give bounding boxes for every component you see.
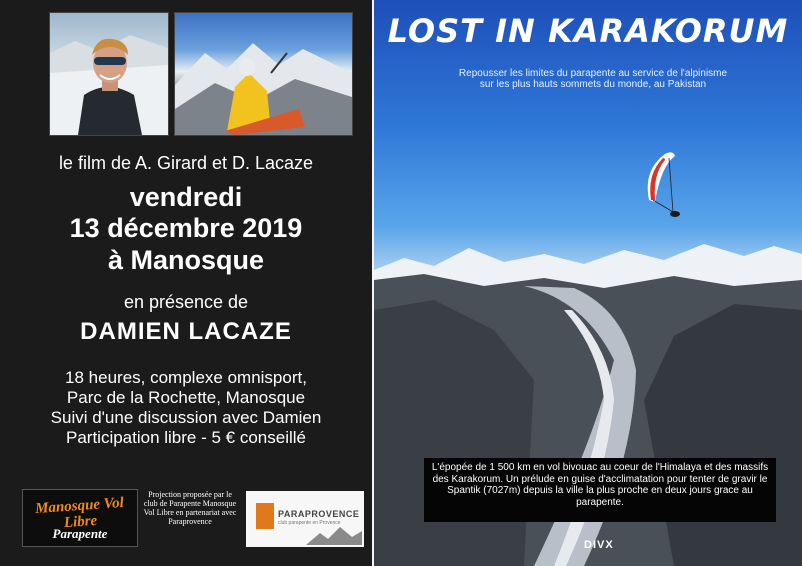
event-flyer	[0, 0, 372, 566]
poster-title: LOST IN KARAKORUM	[387, 12, 789, 50]
info-line: Participation libre - 5 € conseillé	[65, 428, 306, 447]
climber-portrait-photo	[49, 12, 169, 136]
club-logo-name: Manosque Vol Libre	[34, 494, 125, 532]
event-day: vendredi	[129, 182, 243, 212]
presence-label: en présence de	[123, 292, 249, 312]
club-logo-sub: Parapente	[52, 526, 108, 541]
event-date: 13 décembre 2019	[69, 213, 303, 243]
movie-poster	[374, 0, 802, 566]
poster-caption: L'épopée de 1 500 km en vol bivouac au coeur de l'Himalaya et des massifs des Karakorum. Un prélude en guise d'acclimatation pour tenter de gravir le Spantik (7027m) depuis la ville la plus proche en deux jours grace au parapente.	[424, 458, 776, 522]
paraglider-icon	[256, 503, 274, 529]
divx-logo: DIVX	[584, 539, 614, 551]
guest-name: DAMIEN LACAZE	[80, 318, 292, 345]
partner-logo-tagline: club parapente en Provence	[278, 520, 341, 526]
film-credit: le film de A. Girard et D. Lacaze	[58, 153, 314, 173]
paraprovence-logo	[246, 491, 364, 547]
paraglider-launch-photo	[174, 12, 353, 136]
event-city: à Manosque	[107, 245, 265, 275]
info-line: Parc de la Rochette, Manosque	[66, 388, 306, 407]
paraglider-icon	[639, 150, 689, 230]
manosque-vol-libre-logo	[22, 489, 138, 547]
info-line: Suivi d'une discussion avec Damien	[50, 408, 322, 427]
mountain-silhouette-icon	[306, 523, 362, 545]
poster-tagline: Repousser les limites du parapente au service de l'alpinisme sur les plus hauts sommets du monde, au Pakistan	[458, 68, 728, 90]
partner-logo-name: PARAPROVENCE	[278, 509, 360, 519]
projection-note: Projection proposée par le club de Parapente Manosque Vol Libre en partenariat avec Paraprovence	[143, 490, 237, 526]
info-line: 18 heures, complexe omnisport,	[65, 368, 307, 387]
